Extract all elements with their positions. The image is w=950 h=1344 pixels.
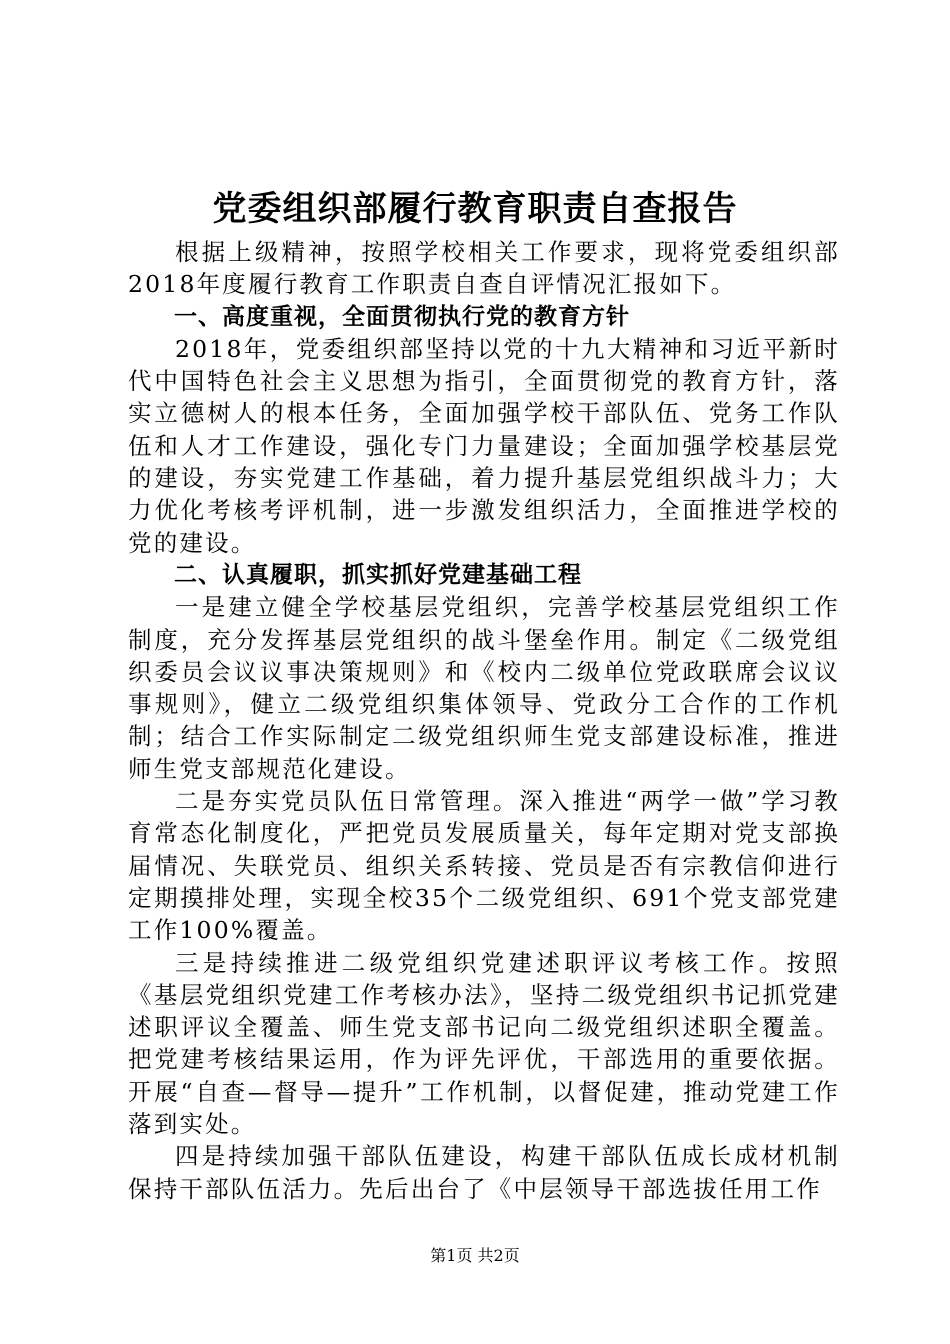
- section-2-paragraph-3: 三是持续推进二级党组织党建述职评议考核工作。按照《基层党组织党建工作考核办法》，坚持二级党组织书记抓党建述职评议全覆盖、师生党支部书记向二级党组织述职全覆盖。把党建考核结果运用，作为评先评优，干部选用的重要依据。开展“自查—督导—提升”工作机制，以督促建，推动党建工作落到实处。: [128, 948, 840, 1139]
- section-2-heading: 二、认真履职，抓实抓好党建基础工程: [174, 561, 582, 588]
- intro-paragraph: 根据上级精神，按照学校相关工作要求，现将党委组织部2018年度履行教育工作职责自查自评情况汇报如下。: [128, 238, 840, 299]
- document-title: 党委组织部履行教育职责自查报告: [212, 189, 738, 229]
- section-1-heading: 一、高度重视，全面贯彻执行党的教育方针: [174, 303, 630, 330]
- page-footer: 第1页 共2页: [430, 1246, 520, 1265]
- section-1-paragraph: 2018年，党委组织部坚持以党的十九大精神和习近平新时代中国特色社会主义思想为指引，全面贯彻党的教育方针，落实立德树人的根本任务，全面加强学校干部队伍、党务工作队伍和人才工作建设，强化专门力量建设；全面加强学校基层党的建设，夯实党建工作基础，着力提升基层党组织战斗力；大力优化考核考评机制，进一步激发组织活力，全面推进学校的党的建设。: [128, 334, 840, 557]
- section-2-paragraph-1: 一是建立健全学校基层党组织，完善学校基层党组织工作制度，充分发挥基层党组织的战斗堡垒作用。制定《二级党组织委员会议议事决策规则》和《校内二级单位党政联席会议议事规则》，健立二级党组织集体领导、党政分工合作的工作机制；结合工作实际制定二级党组织师生党支部建设标准，推进师生党支部规范化建设。: [128, 593, 840, 783]
- section-2-paragraph-4: 四是持续加强干部队伍建设，构建干部队伍成长成材机制保持干部队伍活力。先后出台了《中层领导干部选拔任用工作: [128, 1142, 840, 1203]
- section-2-paragraph-2: 二是夯实党员队伍日常管理。深入推进“两学一做”学习教育常态化制度化，严把党员发展质量关，每年定期对党支部换届情况、失联党员、组织关系转接、党员是否有宗教信仰进行定期摸排处理，实现全校35个二级党组织、691个党支部党建工作100%覆盖。: [128, 787, 840, 945]
- document-body: [128, 236, 840, 1205]
